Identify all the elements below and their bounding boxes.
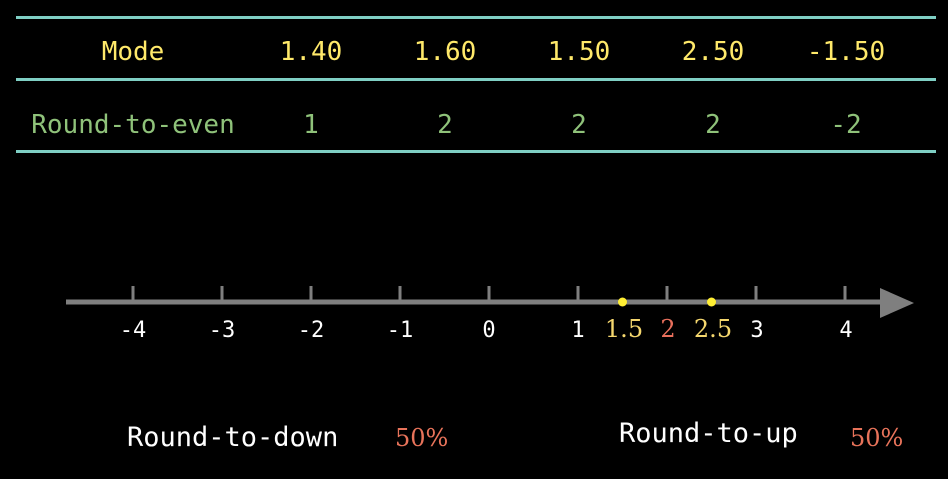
header-value-3: 1.50	[547, 37, 611, 67]
dot-1-5	[618, 298, 627, 307]
row-result-4: 2	[705, 110, 721, 140]
tick-label--1: -1	[386, 318, 414, 343]
tick-label-1: 1	[571, 318, 585, 343]
axis-arrow-head	[880, 288, 914, 318]
tick-label--4: -4	[119, 318, 147, 343]
mark-label-1-5: 1.5	[604, 315, 644, 343]
round-up-label: Round-to-up	[619, 418, 798, 449]
tick-label-3: 3	[750, 318, 764, 343]
round-down-label: Round-to-down	[127, 422, 339, 453]
dot-2-5	[707, 298, 716, 307]
tick-label-4: 4	[839, 318, 853, 343]
row-result-1: 1	[303, 110, 319, 140]
mark-label-2: 2	[660, 315, 676, 343]
tick-label-0: 0	[482, 318, 496, 343]
mark-label-2-5: 2.5	[693, 315, 733, 343]
header-value-1: 1.40	[279, 37, 343, 67]
header-mode: Mode	[101, 37, 165, 67]
header-value-5: -1.50	[806, 37, 886, 67]
round-up-percent: 50%	[850, 424, 904, 452]
header-value-4: 2.50	[681, 37, 745, 67]
row-result-2: 2	[437, 110, 453, 140]
row-result-5: -2	[830, 110, 862, 140]
row-label: Round-to-even	[31, 110, 235, 140]
round-down-percent: 50%	[395, 424, 449, 452]
tick-label--2: -2	[297, 318, 325, 343]
tick-label--3: -3	[208, 318, 236, 343]
header-value-2: 1.60	[413, 37, 477, 67]
row-result-3: 2	[571, 110, 587, 140]
